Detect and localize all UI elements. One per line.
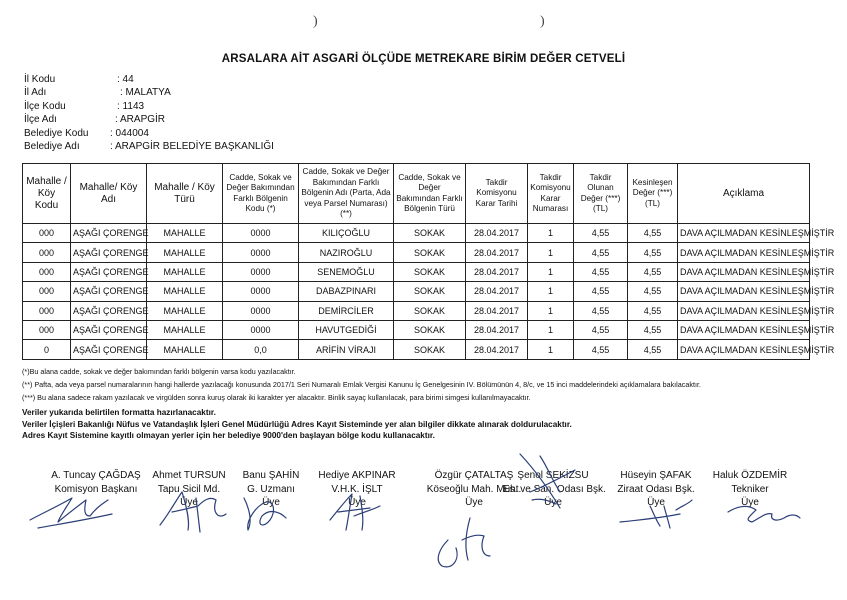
document-title: ARSALARA AİT ASGARİ ÖLÇÜDE METREKARE BİRİM DEĞER CETVELİ: [221, 53, 626, 65]
signature-block: [139, 469, 239, 510]
cell-bolge-adi: KILIÇOĞLU: [299, 224, 394, 243]
info-label: Belediye Adı: [24, 140, 80, 152]
cell-bolge-adi: HAVUTGEDİĞİ: [299, 320, 394, 339]
footnotes: [22, 365, 701, 404]
cell-mahalle-adi: AŞAĞI ÇORENGE: [71, 282, 147, 301]
cell-bolge-turu: SOKAK: [394, 340, 466, 359]
table-row: [23, 320, 810, 339]
cell-karar-numarasi: 1: [528, 301, 574, 320]
cell-aciklama: DAVA AÇILMADAN KESİNLEŞMİŞTİR: [678, 320, 810, 339]
info-value: : MALATYA: [120, 87, 171, 99]
cell-bolge-adi: ARİFİN VİRAJI: [299, 340, 394, 359]
cell-mahalle-turu: MAHALLE: [147, 340, 223, 359]
footnote: (*)Bu alana cadde, sokak ve değer bakımından farklı bölgenin varsa kodu yazılacaktır.: [22, 367, 296, 376]
cell-kesinlesen-deger: 4,55: [628, 320, 678, 339]
table-header-row: [23, 164, 810, 224]
cell-takdir-degeri: 4,55: [574, 243, 628, 262]
signatory-role: Üye: [465, 497, 483, 509]
cell-karar-numarasi: 1: [528, 262, 574, 281]
cell-kesinlesen-deger: 4,55: [628, 243, 678, 262]
signatory-title: Es. ve San. Odası Bşk.: [503, 483, 606, 495]
scan-mark-right: ): [540, 14, 545, 29]
cell-bolge-adi: DABAZPINARI: [299, 282, 394, 301]
cell-karar-numarasi: 1: [528, 282, 574, 301]
info-label: İlçe Kodu: [24, 100, 66, 112]
signature-block: [503, 469, 606, 510]
signatory-role: Üye: [180, 497, 198, 509]
cell-bolge-kodu: 0000: [223, 320, 299, 339]
cell-bolge-adi: NAZIROĞLU: [299, 243, 394, 262]
cell-aciklama: DAVA AÇILMADAN KESİNLEŞMİŞTİR: [678, 340, 810, 359]
table-body: [23, 224, 835, 360]
info-value: : 44: [117, 74, 134, 85]
cell-mahalle-adi: AŞAĞI ÇORENGE: [71, 262, 147, 281]
signatory-title: V.H.K. İŞLT: [331, 483, 383, 495]
signatory-role: Üye: [741, 497, 759, 509]
cell-bolge-kodu: 0000: [223, 282, 299, 301]
cell-bolge-turu: SOKAK: [394, 262, 466, 281]
cell-bolge-turu: SOKAK: [394, 301, 466, 320]
signatory-name: Banu ŞAHİN: [242, 470, 300, 481]
signatory-title: Ziraat Odası Bşk.: [617, 483, 695, 495]
signatory-title: Tekniker: [731, 483, 769, 495]
table-row: [23, 243, 810, 262]
cell-mahalle-adi: AŞAĞI ÇORENGE: [71, 224, 147, 243]
cell-mahalle-adi: AŞAĞI ÇORENGE: [71, 320, 147, 339]
cell-kesinlesen-deger: 4,55: [628, 340, 678, 359]
cell-karar-numarasi: 1: [528, 224, 574, 243]
cell-karar-numarasi: 1: [528, 320, 574, 339]
cell-takdir-degeri: 4,55: [574, 262, 628, 281]
cell-bolge-turu: SOKAK: [394, 243, 466, 262]
cell-karar-tarihi: 28.04.2017: [466, 320, 528, 339]
cell-aciklama: DAVA AÇILMADAN KESİNLEŞMİŞTİR: [678, 224, 810, 243]
info-value: : ARAPGİR: [115, 114, 166, 126]
cell-takdir-degeri: 4,55: [574, 282, 628, 301]
cell-mahalle-kodu: 000: [23, 224, 71, 243]
cell-takdir-degeri: 4,55: [574, 340, 628, 359]
col-header-bolge-adi: Cadde, Sokak ve Değer Bakımından Farklı Bölgenin Adı (Parta, Ada veya Parsel Numarası)(**): [299, 164, 394, 224]
cell-mahalle-kodu: 000: [23, 243, 71, 262]
table-row: [23, 262, 810, 281]
cell-karar-tarihi: 28.04.2017: [466, 301, 528, 320]
cell-bolge-kodu: 0000: [223, 301, 299, 320]
info-label: İl Adı: [24, 87, 47, 99]
signatory-role: Üye: [348, 497, 366, 509]
cell-mahalle-adi: AŞAĞI ÇORENGE: [71, 243, 147, 262]
cell-bolge-turu: SOKAK: [394, 224, 466, 243]
signatory-role: Üye: [544, 497, 562, 509]
signature-block: [311, 469, 403, 510]
table-row: [23, 224, 810, 243]
signatory-title: Komisyon Başkanı: [54, 483, 138, 495]
unit-value-table: [22, 163, 835, 360]
signature-block: [700, 469, 800, 510]
info-value: : ARAPGİR BELEDİYE BAŞKANLIĞI: [110, 140, 274, 152]
cell-mahalle-turu: MAHALLE: [147, 301, 223, 320]
cell-aciklama: DAVA AÇILMADAN KESİNLEŞMİŞTİR: [678, 282, 810, 301]
col-header-aciklama: Açıklama: [678, 164, 810, 224]
signatory-title: G. Uzmanı: [247, 483, 295, 495]
cell-karar-tarihi: 28.04.2017: [466, 340, 528, 359]
info-label: İl Kodu: [24, 74, 56, 85]
signatory-name: Hüseyin ŞAFAK: [620, 470, 692, 481]
footnote: (**) Pafta, ada veya parsel numaralarının hangi hallerde yazılacağı konusunda 2017/1 Seri Numaralı Emlak Vergisi Kanunu İç Genelgesinin IV. Bölümünün 4, 8/c, ve 15 inci maddelerindeki açıklamalara bakılacaktır.: [22, 380, 701, 389]
col-header-karar-numarasi: Takdir Komisyonu Karar Numarası: [528, 164, 574, 224]
cell-bolge-kodu: 0000: [223, 243, 299, 262]
cell-aciklama: DAVA AÇILMADAN KESİNLEŞMİŞTİR: [678, 301, 810, 320]
cell-mahalle-kodu: 000: [23, 262, 71, 281]
signatory-name: Haluk ÖZDEMİR: [712, 470, 788, 481]
cell-bolge-turu: SOKAK: [394, 282, 466, 301]
signature-block: [40, 469, 152, 496]
cell-karar-tarihi: 28.04.2017: [466, 224, 528, 243]
cell-karar-numarasi: 1: [528, 340, 574, 359]
signatory-role: Üye: [262, 497, 280, 509]
col-header-takdir-degeri: Takdir Olunan Değer (***) (TL): [574, 164, 628, 224]
cell-karar-tarihi: 28.04.2017: [466, 262, 528, 281]
signature-stroke: [30, 498, 112, 528]
cell-mahalle-turu: MAHALLE: [147, 262, 223, 281]
signature-stroke: [438, 518, 490, 567]
col-header-kesinlesen-deger: Kesinleşen Değer (***) (TL): [628, 164, 678, 224]
cell-mahalle-kodu: 000: [23, 301, 71, 320]
cell-mahalle-adi: AŞAĞI ÇORENGE: [71, 301, 147, 320]
info-label: İlçe Adı: [24, 114, 57, 126]
signatory-name: Ahmet TURSUN: [152, 470, 226, 481]
cell-kesinlesen-deger: 4,55: [628, 224, 678, 243]
instruction-line: Adres Kayıt Sistemine kayıtlı olmayan yerler için her belediye 9000'den başlayan bölge kodu kullanacaktır.: [22, 431, 435, 440]
cell-bolge-kodu: 0000: [223, 262, 299, 281]
signature-block: [236, 469, 306, 510]
cell-kesinlesen-deger: 4,55: [628, 262, 678, 281]
cell-takdir-degeri: 4,55: [574, 320, 628, 339]
col-header-karar-tarihi: Takdir Komisyonu Karar Tarihi: [466, 164, 528, 224]
table-row: [23, 301, 810, 320]
cell-aciklama: DAVA AÇILMADAN KESİNLEŞMİŞTİR: [678, 243, 810, 262]
scan-mark-left: ): [313, 14, 318, 29]
signatory-role: Üye: [647, 497, 665, 509]
cell-bolge-kodu: 0000: [223, 224, 299, 243]
col-header-mahalle-turu: Mahalle / Köy Türü: [147, 164, 223, 224]
cell-bolge-adi: DEMİRCİLER: [299, 301, 394, 320]
cell-bolge-kodu: 0,0: [223, 340, 299, 359]
cell-bolge-adi: SENEMOĞLU: [299, 262, 394, 281]
info-value: : 044004: [110, 127, 149, 139]
cell-bolge-turu: SOKAK: [394, 320, 466, 339]
info-value: : 1143: [117, 100, 145, 112]
signatory-title: Köseoğlu Mah. Muht.: [426, 483, 522, 495]
cell-karar-tarihi: 28.04.2017: [466, 243, 528, 262]
signatory-name: Hediye AKPINAR: [318, 470, 396, 481]
table-row: [23, 282, 810, 301]
signatory-name: Özgür ÇATALTAŞ: [434, 470, 514, 481]
info-label: Belediye Kodu: [24, 127, 89, 139]
instruction-line: Veriler İçişleri Bakanlığı Nüfus ve Vatandaşlık İşleri Genel Müdürlüğü Adres Kayıt Sisteminde yer alan bilgiler dikkate alınarak doldurulacaktır.: [22, 419, 572, 429]
col-header-mahalle-adi: Mahalle/ Köy Adı: [71, 164, 147, 224]
cell-aciklama: DAVA AÇILMADAN KESİNLEŞMİŞTİR: [678, 262, 810, 281]
signatory-name: A. Tuncay ÇAĞDAŞ: [51, 470, 141, 481]
col-header-bolge-kodu: Cadde, Sokak ve Değer Bakımından Farklı Bölgenin Kodu (*): [223, 164, 299, 224]
cell-mahalle-turu: MAHALLE: [147, 282, 223, 301]
col-header-mahalle-kodu: Mahalle / Köy Kodu: [23, 164, 71, 224]
cell-mahalle-adi: AŞAĞI ÇORENGE: [71, 340, 147, 359]
cell-kesinlesen-deger: 4,55: [628, 282, 678, 301]
cell-mahalle-kodu: 0: [23, 340, 71, 359]
cell-mahalle-kodu: 000: [23, 320, 71, 339]
cell-mahalle-turu: MAHALLE: [147, 320, 223, 339]
cell-mahalle-turu: MAHALLE: [147, 224, 223, 243]
signatory-name: Şenol SEKİZSU: [517, 470, 589, 481]
signatory-title: Tapu Sicil Md.: [157, 483, 221, 495]
signature-block: [610, 469, 702, 510]
cell-karar-numarasi: 1: [528, 243, 574, 262]
instructions: [22, 407, 572, 442]
cell-mahalle-kodu: 000: [23, 282, 71, 301]
col-header-bolge-turu: Cadde, Sokak ve Değer Bakımından Farklı Bölgenin Türü: [394, 164, 466, 224]
table-row: [23, 340, 810, 359]
cell-karar-tarihi: 28.04.2017: [466, 282, 528, 301]
cell-mahalle-turu: MAHALLE: [147, 243, 223, 262]
footnote: (***) Bu alana sadece rakam yazılacak ve virgülden sonra kuruş olarak iki karakter yer alacaktır. Binlik sayaç kullanılacak, para birimi simgesi kullanılmayacaktır.: [22, 393, 531, 402]
cell-takdir-degeri: 4,55: [574, 224, 628, 243]
cell-takdir-degeri: 4,55: [574, 301, 628, 320]
instruction-line: Veriler yukarıda belirtilen formatta hazırlanacaktır.: [22, 408, 216, 417]
cell-kesinlesen-deger: 4,55: [628, 301, 678, 320]
